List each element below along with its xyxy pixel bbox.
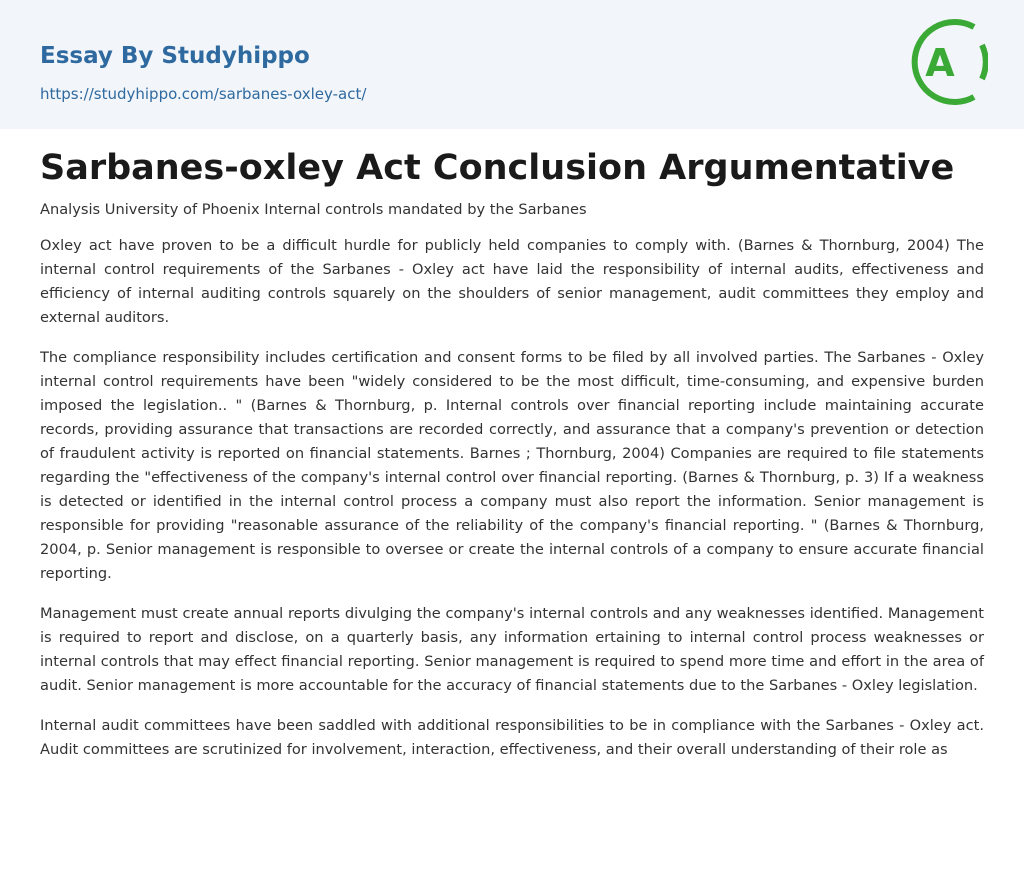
article-body (40, 234, 984, 778)
logo-letter: A (925, 41, 955, 85)
brand-title[interactable]: Essay By Studyhippo (40, 43, 310, 69)
site-header (0, 0, 1024, 129)
source-url-link[interactable]: https://studyhippo.com/sarbanes-oxley-act/ (40, 85, 367, 103)
paragraph: Oxley act have proven to be a difficult hurdle for publicly held companies to comply with. (Barnes & Thornburg, 2004) The internal control requirements of the Sarbanes - Oxley act have laid the responsibility of internal audits, effectiveness and efficiency of internal auditing controls squarely on the shoulders of senior management, audit committees they employ and external auditors. (40, 237, 984, 326)
studyhippo-logo-icon[interactable] (904, 17, 988, 107)
paragraph: Management must create annual reports divulging the company's internal controls and any weaknesses identified. Management is required to report and disclose, on a quarterly basis, any information ertaining to internal control process weaknesses or internal controls that may effect financial reporting. Senior management is required to spend more time and effort in the area of audit. Senior management is more accountable for the accuracy of financial statements due to the Sarbanes - Oxley legislation. (40, 605, 984, 694)
paragraph: The compliance responsibility includes certification and consent forms to be filed by all involved parties. The Sarbanes - Oxley internal control requirements have been "widely considered to be the most difficult, time-consuming, and expensive burden imposed the legislation.. " (Barnes & Thornburg, p. Internal controls over financial reporting include maintaining accurate records, providing assurance that transactions are recorded correctly, and assurance that a company's prevention or detection of fraudulent activity is reported on financial statements. Barnes ; Thornburg, 2004) Companies are required to file statements regarding the "effectiveness of the company's internal control over financial reporting. (Barnes & Thornburg, p. 3) If a weakness is detected or identified in the internal control process a company must also report the information. Senior management is responsible for providing "reasonable assurance of the reliability of the company's financial reporting. " (Barnes & Thornburg, 2004, p. Senior management is responsible to oversee or create the internal controls of a company to ensure accurate financial reporting. (40, 349, 984, 582)
paragraph: Internal audit committees have been saddled with additional responsibilities to be in compliance with the Sarbanes - Oxley act. Audit committees are scrutinized for involvement, interaction, effectiveness, and their overall understanding of their role as (40, 717, 984, 758)
page-title: Sarbanes-oxley Act Conclusion Argumentative (40, 148, 955, 188)
article-subtitle: Analysis University of Phoenix Internal controls mandated by the Sarbanes (40, 201, 587, 218)
